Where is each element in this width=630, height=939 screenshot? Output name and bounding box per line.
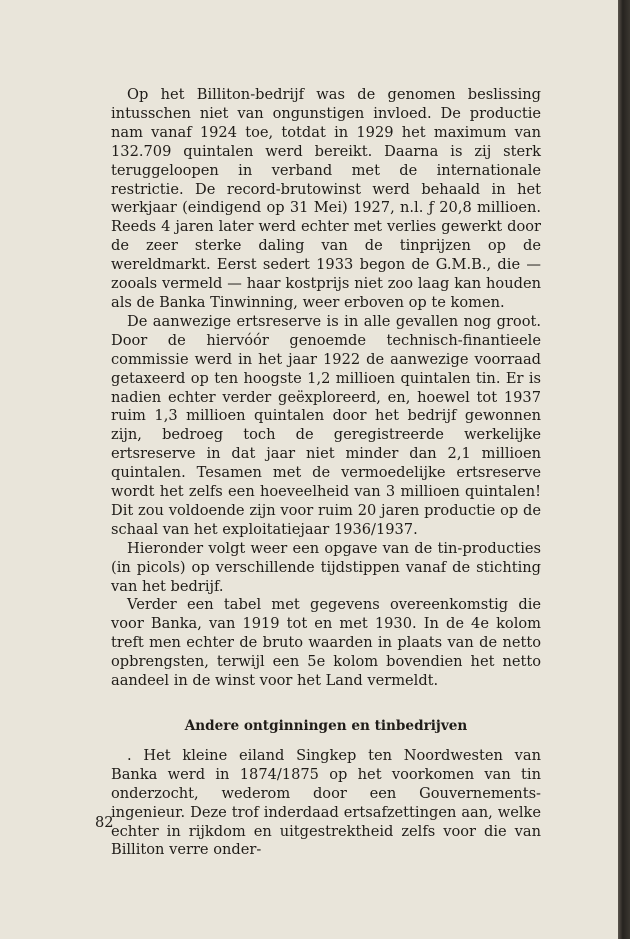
paragraph-ore-reserve: De aanwezige ertsreserve is in alle gevallen nog groot. Door de hiervóór genoemde technisch-finantieele commissie werd in het jaar 1922 de aanwezige voorraad getaxeerd op ten hoogste 1,2 millioen quintalen tin. Er is nadien echter verder geëxploreerd, en, hoewel tot 1937 ruim 1,3 millioen quintalen door het bedrijf gewonnen zijn, bedroeg toch de geregistreerde werkelijke ertsreserve in dat jaar niet minder dan 2,1 millioen quintalen. Tesamen met de vermoedelijke ertsreserve wordt het zelfs een hoeveelheid van 3 millioen quintalen! Dit zou voldoende zijn voor ruim 20 jaren productie op de schaal van het exploitatiejaar 1936/1937.	[111, 312, 541, 538]
paragraph-singkep: . Het kleine eiland Singkep ten Noordwesten van Banka werd in 1874/1875 op het voorkomen van tin onderzocht, wederom door een Gouvernements-ingenieur. Deze trof inderdaad ertsafzettingen aan, welke echter in rijkdom en uitgestrektheid zelfs voor die van Billiton verre onder-	[111, 746, 541, 859]
section-heading: Andere ontginningen en tinbedrijven	[184, 718, 468, 734]
body-text	[111, 86, 541, 860]
scan-right-edge	[618, 0, 630, 939]
paragraph-production-overview: Hieronder volgt weer een opgave van de tin-producties (in picols) op verschillende tijdstippen vanaf de stichting van het bedrijf.	[111, 539, 541, 595]
page-number: 82	[95, 814, 114, 831]
spacer	[111, 736, 541, 747]
paragraph-billiton-production: Op het Billiton-bedrijf was de genomen beslissing intusschen niet van ongunstigen invloed. De productie nam vanaf 1924 toe, totdat in 1929 het maximum van 132.709 quintalen werd bereikt. Daarna is zij sterk teruggeloopen in verband met de internationale restrictie. De record-brutowinst werd behaald in het werkjaar (eindigend op 31 Mei) 1927, n.l. ƒ 20,8 millioen. Reeds 4 jaren later werd echter met verlies gewerkt door de zeer sterke daling van de tinprijzen op de wereldmarkt. Eerst sedert 1933 begon de G.M.B., die — zooals vermeld — haar kostprijs niet zoo laag kan houden als de Banka Tinwinning, weer erboven op te komen.	[111, 86, 541, 311]
spacer	[111, 691, 541, 717]
paragraph-table-note: Verder een tabel met gegevens overeenkomstig die voor Banka, van 1919 tot en met 1930. In de 4e kolom treft men echter de bruto waarden in plaats van de netto opbrengsten, terwijl een 5e kolom bovendien het netto aandeel in de winst voor het Land vermeldt.	[111, 596, 541, 690]
